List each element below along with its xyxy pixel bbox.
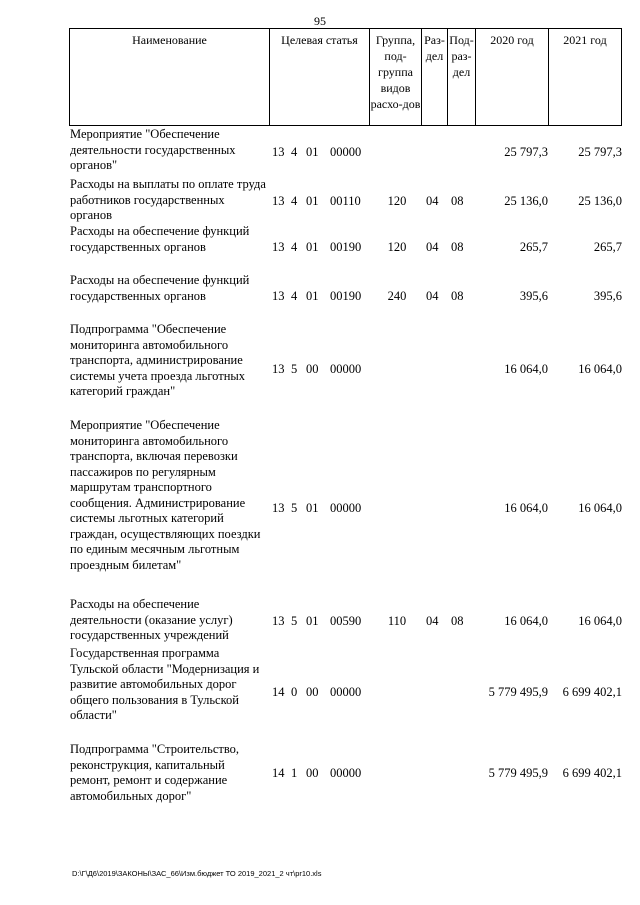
row-code-4: 00190 xyxy=(330,289,362,303)
row-name: Мероприятие "Обеспечение деятельности государственных органов" xyxy=(70,127,236,172)
row-2020: 25 136,0 xyxy=(504,194,548,208)
row-group: 120 xyxy=(387,240,407,254)
row-code-4: 00000 xyxy=(330,766,362,780)
row-subsection: 08 xyxy=(451,240,464,254)
row-section: 04 xyxy=(426,614,439,628)
row-2021: 25 136,0 xyxy=(578,194,622,208)
row-2020: 5 779 495,9 xyxy=(488,766,548,780)
row-group: 120 xyxy=(387,194,407,208)
row-code-4: 00000 xyxy=(330,501,362,515)
row-2021: 25 797,3 xyxy=(578,145,622,159)
row-code-2: 5 xyxy=(291,614,298,628)
file-path-footer: D:\Г\Д6\2019\ЗАКОНЫ\ЗАС_66\Изм.бюджет ТО 2019_2021_2 чт\pr10.xls xyxy=(72,869,322,878)
row-code-4: 00590 xyxy=(330,614,362,628)
row-2020: 16 064,0 xyxy=(504,362,548,376)
row-subsection: 08 xyxy=(451,614,464,628)
row-subsection: 08 xyxy=(451,194,464,208)
row-code-3: 01 xyxy=(306,501,319,515)
row-name: Мероприятие "Обеспечение мониторинга автомобильного транспорта, включая перевозки пассажиров по регулярным маршрутам транспортного сообщения. Администрирование системы льготных категорий граждан, осуществляющих поездки по единым месячным льготным проездным билетам" xyxy=(70,418,261,572)
row-group: 240 xyxy=(387,289,407,303)
row-code-1: 13 xyxy=(272,362,285,376)
header-2021: 2021 год xyxy=(563,33,607,47)
row-2020: 265,7 xyxy=(519,240,548,254)
row-code-2: 1 xyxy=(291,766,298,780)
row-code-2: 4 xyxy=(291,289,298,303)
row-code-1: 14 xyxy=(272,766,285,780)
page-number: 95 xyxy=(314,14,326,28)
row-name: Расходы на обеспечение деятельности (оказание услуг) государственных учреждений xyxy=(70,597,233,642)
row-code-3: 01 xyxy=(306,614,319,628)
row-code-1: 13 xyxy=(272,240,285,254)
row-code-3: 00 xyxy=(306,362,319,376)
row-section: 04 xyxy=(426,194,439,208)
header-name: Наименование xyxy=(70,29,270,125)
row-name: Подпрограмма "Строительство, реконструкция, капитальный ремонт, ремонт и содержание автомобильных дорог" xyxy=(70,742,240,803)
row-2020: 395,6 xyxy=(519,289,548,303)
row-code-3: 01 xyxy=(306,240,319,254)
row-code-3: 00 xyxy=(306,685,319,699)
header-subsection: Под-раз-дел xyxy=(448,29,476,125)
row-code-4: 00000 xyxy=(330,362,362,376)
row-code-1: 13 xyxy=(272,289,285,303)
header-group: Группа, под-группа видов расхо-дов xyxy=(370,29,422,125)
row-code-3: 00 xyxy=(306,766,319,780)
row-2021: 395,6 xyxy=(593,289,622,303)
row-2021: 265,7 xyxy=(593,240,622,254)
row-code-1: 13 xyxy=(272,194,285,208)
row-code-2: 5 xyxy=(291,362,298,376)
row-section: 04 xyxy=(426,289,439,303)
row-2021: 6 699 402,1 xyxy=(562,685,622,699)
row-2021: 16 064,0 xyxy=(578,362,622,376)
header-2020: 2020 год xyxy=(476,29,549,125)
row-code-4: 00190 xyxy=(330,240,362,254)
row-code-2: 0 xyxy=(291,685,298,699)
header-target: Целевая статья xyxy=(270,29,370,125)
row-group: 110 xyxy=(387,614,407,628)
row-code-4: 00110 xyxy=(330,194,361,208)
row-code-2: 4 xyxy=(291,194,298,208)
row-section: 04 xyxy=(426,240,439,254)
row-name: Расходы на обеспечение функций государственных органов xyxy=(70,224,250,254)
row-code-4: 00000 xyxy=(330,145,362,159)
row-name: Подпрограмма "Обеспечение мониторинга автомобильного транспорта, администрирование системы учета проезда льготных категорий граждан" xyxy=(70,322,246,398)
header-section: Раз-дел xyxy=(422,29,448,125)
row-code-3: 01 xyxy=(306,194,319,208)
row-code-3: 01 xyxy=(306,145,319,159)
row-code-3: 01 xyxy=(306,289,319,303)
row-2020: 25 797,3 xyxy=(504,145,548,159)
row-code-4: 00000 xyxy=(330,685,362,699)
row-code-1: 13 xyxy=(272,501,285,515)
row-name: Государственная программа Тульской области "Модернизация и развитие автомобильных дорог общего пользования в Тульской области" xyxy=(70,646,260,722)
row-2021: 16 064,0 xyxy=(578,501,622,515)
row-subsection: 08 xyxy=(451,289,464,303)
row-2021: 6 699 402,1 xyxy=(562,766,622,780)
row-code-1: 13 xyxy=(272,614,285,628)
row-2020: 16 064,0 xyxy=(504,614,548,628)
row-2020: 16 064,0 xyxy=(504,501,548,515)
row-code-2: 4 xyxy=(291,240,298,254)
row-name: Расходы на обеспечение функций государственных органов xyxy=(70,273,250,303)
row-code-2: 5 xyxy=(291,501,298,515)
table-header xyxy=(69,28,622,126)
row-name: Расходы на выплаты по оплате труда работников государственных органов xyxy=(70,177,266,222)
row-code-1: 13 xyxy=(272,145,285,159)
row-2020: 5 779 495,9 xyxy=(488,685,548,699)
row-code-2: 4 xyxy=(291,145,298,159)
row-2021: 16 064,0 xyxy=(578,614,622,628)
row-code-1: 14 xyxy=(272,685,285,699)
